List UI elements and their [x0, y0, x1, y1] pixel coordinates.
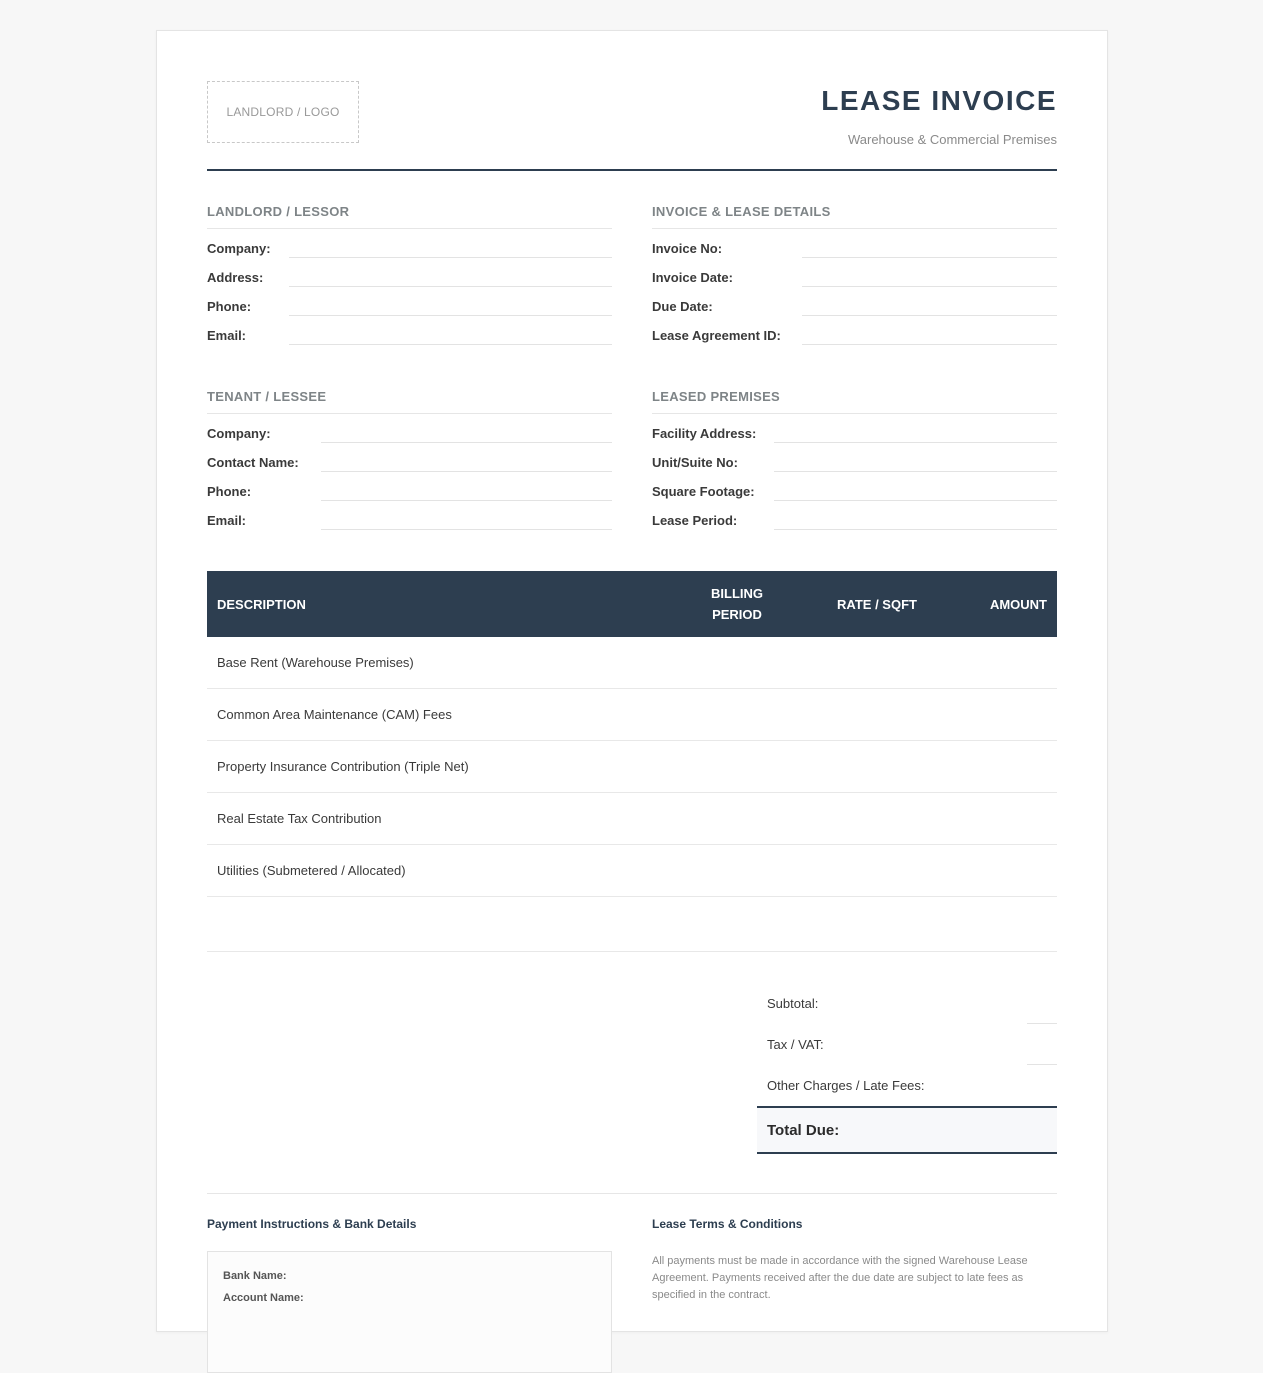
facility-address-field — [652, 414, 1057, 443]
logo-placeholder[interactable] — [207, 81, 359, 143]
other-charges-row — [757, 1065, 1057, 1106]
invoice-subtitle: Warehouse & Commercial Premises — [847, 132, 1057, 147]
row-description: Base Rent (Warehouse Premises) — [217, 655, 414, 670]
due-date-input[interactable] — [802, 295, 1057, 316]
other-charges-label: Other Charges / Late Fees: — [767, 1078, 925, 1093]
tenant-contact-name-input[interactable] — [321, 451, 612, 472]
field-label: Phone: — [207, 484, 252, 499]
field-label: Invoice No: — [652, 241, 723, 256]
invoice-details-section — [652, 204, 1057, 345]
field-label: Unit/Suite No: — [652, 455, 738, 470]
table-row[interactable] — [207, 845, 1057, 897]
bank-details-box — [207, 1251, 612, 1373]
payment-instructions-title: Payment Instructions & Bank Details — [207, 1217, 417, 1231]
field-label: Phone: — [207, 299, 252, 314]
invoice-number-field — [652, 229, 1057, 258]
subtotal-value[interactable] — [1027, 983, 1057, 1024]
field-label: Contact Name: — [207, 455, 299, 470]
landlord-phone-input[interactable] — [289, 295, 612, 316]
line-items-table-body — [207, 637, 1057, 952]
tenant-email-field — [207, 501, 612, 530]
lease-terms-text: All payments must be made in accordance with the signed Warehouse Lease Agreement. Payments received after the due date are subject to late fees as specified in the contract. — [652, 1255, 1028, 1301]
tax-row — [757, 1024, 1057, 1065]
table-row-blank[interactable] — [207, 897, 1057, 952]
field-label: Due Date: — [652, 299, 713, 314]
totals-section — [757, 983, 1057, 1154]
column-header-amount: AMOUNT — [989, 596, 1047, 612]
tenant-phone-field — [207, 472, 612, 501]
column-header-description: DESCRIPTION — [217, 596, 306, 612]
lease-agreement-id-field — [652, 316, 1057, 345]
landlord-address-input[interactable] — [289, 266, 612, 287]
landlord-email-input[interactable] — [289, 324, 612, 345]
field-label: Email: — [207, 513, 247, 528]
unit-suite-input[interactable] — [774, 451, 1057, 472]
landlord-company-field — [207, 229, 612, 258]
tenant-section — [207, 389, 612, 530]
table-row[interactable] — [207, 689, 1057, 741]
lease-agreement-id-input[interactable] — [802, 324, 1057, 345]
invoice-details-section-title: INVOICE & LEASE DETAILS — [652, 204, 1057, 229]
due-date-field — [652, 287, 1057, 316]
invoice-page — [156, 30, 1108, 1332]
invoice-date-input[interactable] — [802, 266, 1057, 287]
footer-divider — [207, 1193, 1057, 1194]
column-header-billing-period — [697, 571, 777, 637]
tenant-email-input[interactable] — [321, 509, 612, 530]
other-charges-value[interactable] — [1027, 1065, 1057, 1106]
lease-period-input[interactable] — [774, 509, 1057, 530]
bank-name-label: Bank Name: — [223, 1270, 287, 1282]
line-items-table-header — [207, 571, 1057, 637]
field-label: Invoice Date: — [652, 270, 733, 285]
header-divider — [207, 169, 1057, 171]
lease-terms-title: Lease Terms & Conditions — [652, 1217, 803, 1231]
tenant-phone-input[interactable] — [321, 480, 612, 501]
invoice-title: LEASE INVOICE — [821, 85, 1057, 116]
table-row[interactable] — [207, 637, 1057, 689]
landlord-section — [207, 204, 612, 345]
table-row[interactable] — [207, 741, 1057, 793]
facility-address-input[interactable] — [774, 422, 1057, 443]
field-label: Company: — [207, 426, 271, 441]
field-label: Facility Address: — [652, 426, 757, 441]
landlord-email-field — [207, 316, 612, 345]
tax-label: Tax / VAT: — [767, 1037, 824, 1052]
column-header-billing-period-line1: BILLING — [711, 586, 763, 601]
subtotal-row — [757, 983, 1057, 1024]
landlord-company-input[interactable] — [289, 237, 612, 258]
row-description: Common Area Maintenance (CAM) Fees — [217, 707, 452, 722]
table-row[interactable] — [207, 793, 1057, 845]
tax-value[interactable] — [1027, 1024, 1057, 1065]
total-due-row — [757, 1106, 1057, 1154]
total-due-label: Total Due: — [767, 1121, 840, 1139]
tenant-section-title: TENANT / LESSEE — [207, 389, 612, 414]
landlord-phone-field — [207, 287, 612, 316]
invoice-number-input[interactable] — [802, 237, 1057, 258]
subtotal-label: Subtotal: — [767, 996, 819, 1011]
tenant-contact-name-field — [207, 443, 612, 472]
square-footage-input[interactable] — [774, 480, 1057, 501]
tenant-company-input[interactable] — [321, 422, 612, 443]
lease-period-field — [652, 501, 1057, 530]
square-footage-field — [652, 472, 1057, 501]
landlord-address-field — [207, 258, 612, 287]
column-header-rate: RATE / SQFT — [837, 596, 917, 612]
logo-placeholder-label: LANDLORD / LOGO — [226, 105, 340, 119]
field-label: Company: — [207, 241, 271, 256]
leased-premises-section — [652, 389, 1057, 530]
row-description: Utilities (Submetered / Allocated) — [217, 863, 406, 878]
row-description: Real Estate Tax Contribution — [217, 811, 382, 826]
field-label: Email: — [207, 328, 247, 343]
account-name-label: Account Name: — [223, 1292, 304, 1304]
field-label: Square Footage: — [652, 484, 755, 499]
leased-premises-section-title: LEASED PREMISES — [652, 389, 1057, 414]
tenant-company-field — [207, 414, 612, 443]
row-description: Property Insurance Contribution (Triple Net) — [217, 759, 469, 774]
field-label: Address: — [207, 270, 264, 285]
invoice-date-field — [652, 258, 1057, 287]
unit-suite-field — [652, 443, 1057, 472]
landlord-section-title: LANDLORD / LESSOR — [207, 204, 612, 229]
column-header-billing-period-line2: PERIOD — [712, 607, 762, 622]
field-label: Lease Period: — [652, 513, 738, 528]
field-label: Lease Agreement ID: — [652, 328, 781, 343]
